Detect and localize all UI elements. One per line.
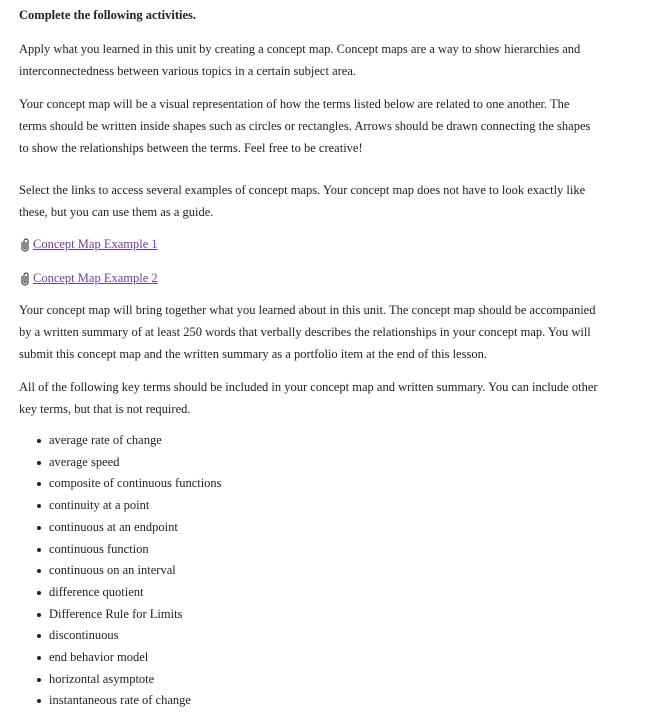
list-item: continuous on an interval [49, 560, 599, 582]
concept-map-example-2-link[interactable]: Concept Map Example 2 [33, 271, 158, 285]
list-item: horizontal asymptote [49, 669, 599, 691]
list-item: continuity at a point [49, 495, 599, 517]
list-item: average rate of change [49, 430, 599, 452]
activity-heading: Complete the following activities. [19, 8, 197, 22]
intro-paragraph: Apply what you learned in this unit by creating a concept map. Concept maps are a way to show hierarchies and interconnectedness between various topics in a certain subject area. [19, 42, 581, 78]
summary-paragraph: Your concept map will bring together what you learned about in this unit. The concept map should be accompanied by a written summary of at least 250 words that verbally describes the relationships in your concept map. You will submit this concept map and the written summary as a portfolio item at the end of this lesson. [19, 303, 596, 361]
concept-map-example-1-link[interactable]: Concept Map Example 1 [33, 237, 158, 251]
list-item: discontinuous [49, 625, 599, 647]
list-item: difference quotient [49, 582, 599, 604]
list-item: instantaneous rate of change [49, 690, 599, 712]
visual-paragraph: Your concept map will be a visual representation of how the terms listed below are related to one another. The terms should be written inside shapes such as circles or rectangles. Arrows should be drawn connecting the shapes to show the relationships between the terms. Feel free to be creative! [19, 97, 591, 155]
paperclip-icon [19, 237, 31, 252]
list-item: end behavior model [49, 647, 599, 669]
list-item: composite of continuous functions [49, 473, 599, 495]
list-item: Difference Rule for Limits [49, 604, 599, 626]
link-item-example-2 [19, 269, 599, 287]
list-item: average speed [49, 452, 599, 474]
paperclip-icon [19, 271, 31, 286]
link-item-example-1 [19, 235, 599, 253]
list-item: continuous function [49, 539, 599, 561]
key-terms-list [19, 430, 599, 712]
select-links-paragraph: Select the links to access several examples of concept maps. Your concept map does not have to look exactly like these, but you can use them as a guide. [19, 183, 586, 219]
list-item: continuous at an endpoint [49, 517, 599, 539]
key-terms-intro-paragraph: All of the following key terms should be included in your concept map and written summary. You can include other key terms, but that is not required. [19, 380, 598, 416]
